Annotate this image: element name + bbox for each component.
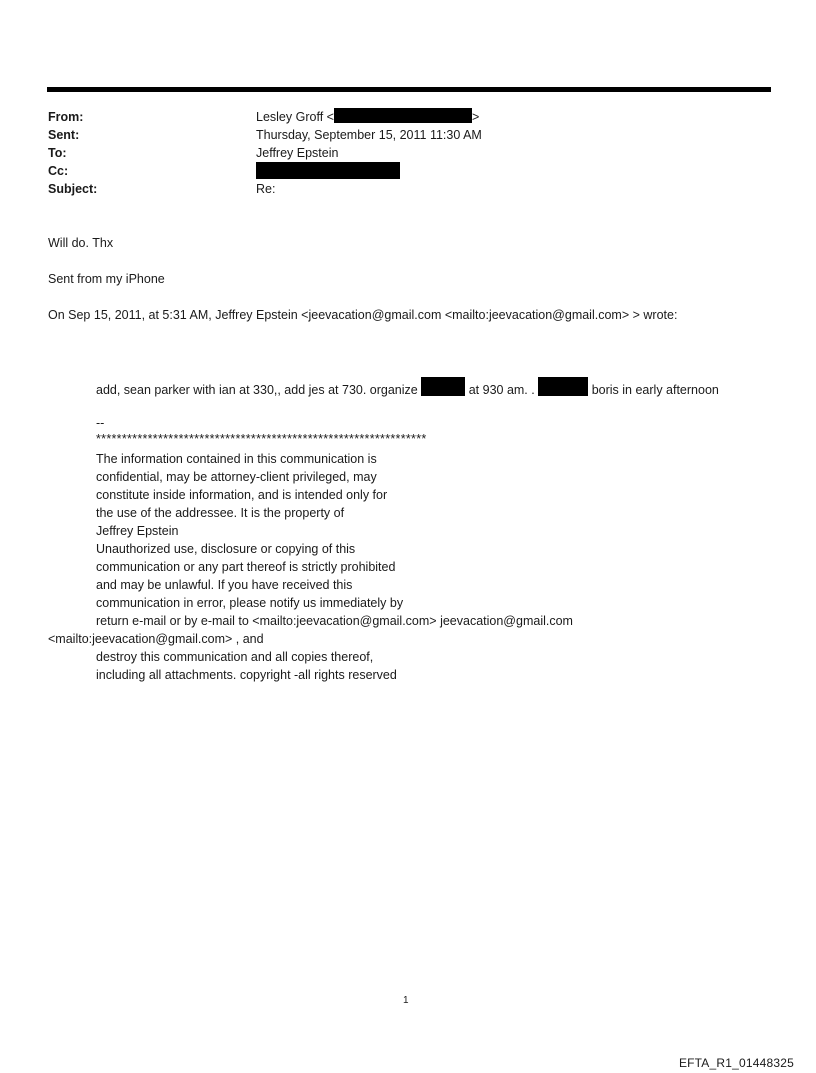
- stars-separator: ****************************************************************: [96, 432, 427, 446]
- redaction-bar: [421, 377, 465, 396]
- notice-line: including all attachments. copyright -all rights reserved: [96, 668, 397, 682]
- from-value: [256, 108, 479, 126]
- quoted-part-1: add, sean parker with ian at 330,, add jes at 730. organize: [96, 383, 418, 397]
- signature-dashes: --: [96, 416, 105, 430]
- confidentiality-notice: [48, 450, 573, 684]
- subject-value: Re:: [256, 182, 276, 196]
- to-label: To:: [48, 146, 67, 160]
- bates-number: EFTA_R1_01448325: [678, 1056, 794, 1070]
- from-close: >: [471, 110, 480, 124]
- to-value: Jeffrey Epstein: [256, 146, 339, 160]
- page-number: 1: [403, 995, 409, 1006]
- quote-intro: On Sep 15, 2011, at 5:31 AM, Jeffrey Epstein <jeevacation@gmail.com <mailto:jeevacation@gmail.com> > wrote:: [48, 308, 678, 322]
- notice-line: confidential, may be attorney-client privileged, may: [96, 470, 377, 484]
- quoted-part-2: at 930 am. .: [468, 383, 535, 397]
- quoted-message: [96, 377, 719, 399]
- sent-label: Sent:: [48, 128, 80, 142]
- notice-line: The information contained in this communication is: [96, 452, 377, 466]
- notice-line: communication or any part thereof is strictly prohibited: [96, 560, 396, 574]
- notice-line: Unauthorized use, disclosure or copying of this: [96, 542, 356, 556]
- subject-label: Subject:: [48, 182, 98, 196]
- cc-value: [256, 162, 400, 182]
- signature-text: Sent from my iPhone: [48, 272, 165, 286]
- redaction-bar: [538, 377, 588, 396]
- reply-text: Will do. Thx: [48, 236, 114, 250]
- notice-line: Jeffrey Epstein: [96, 524, 179, 538]
- notice-line: communication in error, please notify us immediately by: [96, 596, 404, 610]
- notice-line: the use of the addressee. It is the property of: [96, 506, 345, 520]
- from-name: Lesley Groff <: [256, 110, 334, 124]
- notice-line: destroy this communication and all copies thereof,: [96, 650, 374, 664]
- notice-line: <mailto:jeevacation@gmail.com> , and: [48, 632, 264, 646]
- from-label: From:: [48, 110, 84, 124]
- notice-line: and may be unlawful. If you have received this: [96, 578, 353, 592]
- cc-label: Cc:: [48, 164, 69, 178]
- header-rule: [47, 87, 771, 92]
- sent-value: Thursday, September 15, 2011 11:30 AM: [256, 128, 482, 142]
- notice-line: constitute inside information, and is intended only for: [96, 488, 388, 502]
- quoted-part-3: boris in early afternoon: [591, 383, 719, 397]
- redaction-bar: [256, 162, 400, 179]
- notice-line: return e-mail or by e-mail to <mailto:jeevacation@gmail.com> jeevacation@gmail.com: [96, 614, 573, 628]
- redaction-bar: [334, 108, 472, 123]
